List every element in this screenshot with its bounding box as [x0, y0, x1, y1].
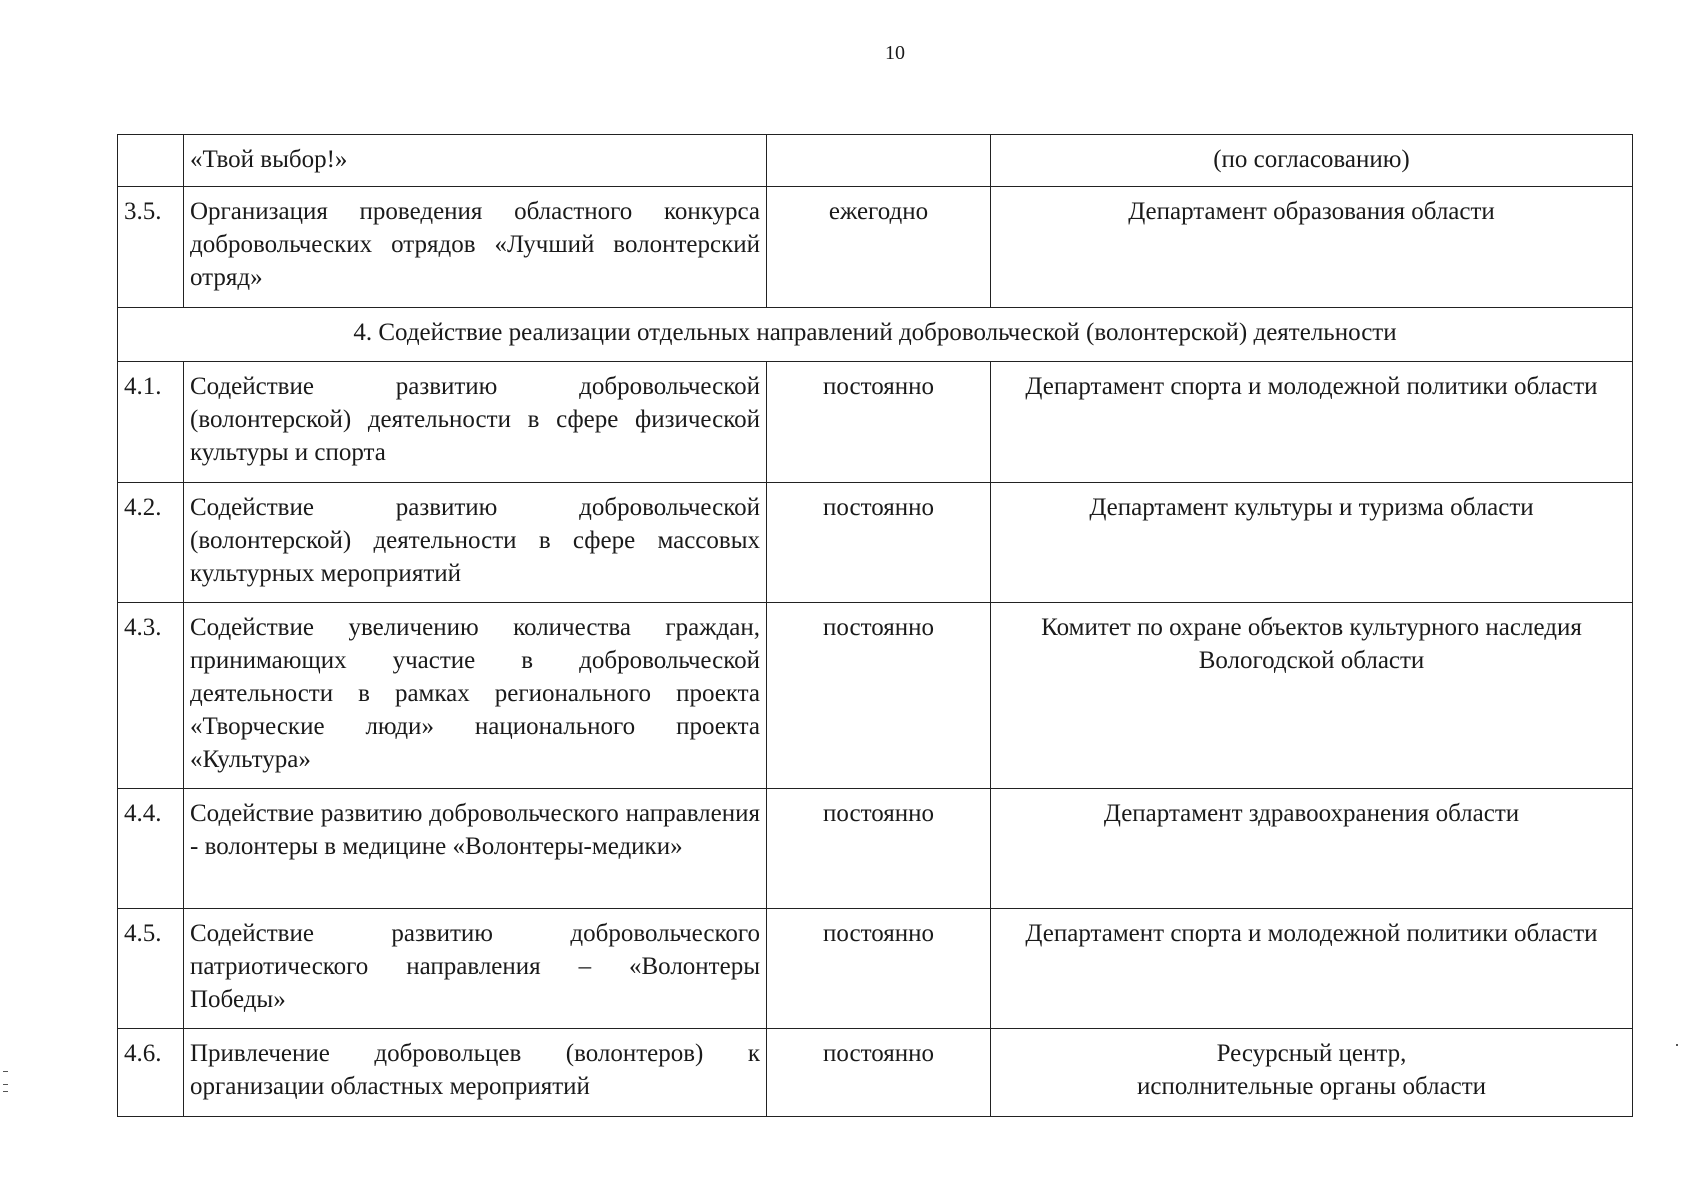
row-activity: Содействие развитию добровольческого направления - волонтеры в медицине «Волонтеры-медики»: [184, 789, 767, 909]
section-heading-row: [118, 308, 1633, 362]
row-activity: Привлечение добровольцев (волонтеров) к организации областных мероприятий: [184, 1029, 767, 1117]
table-row: [118, 362, 1633, 483]
table-row: [118, 1029, 1633, 1117]
row-activity: Содействие развитию добровольческого патриотического направления – «Волонтеры Победы»: [184, 909, 767, 1029]
executor-line: Ресурсный центр,: [1216, 1040, 1407, 1067]
row-number: 4.4.: [118, 789, 184, 909]
row-executor: Департамент культуры и туризма области: [991, 483, 1633, 603]
row-executor: (по согласованию): [991, 135, 1633, 187]
row-term: ежегодно: [767, 187, 991, 308]
scan-artifact: [3, 1084, 8, 1085]
row-activity: Содействие развитию добровольческой (волонтерской) деятельности в сфере физической культуры и спорта: [184, 362, 767, 483]
row-activity: Организация проведения областного конкурса добровольческих отрядов «Лучший волонтерский отряд»: [184, 187, 767, 308]
table-row: [118, 187, 1633, 308]
row-executor: Департамент спорта и молодежной политики области: [991, 362, 1633, 483]
row-number: 4.6.: [118, 1029, 184, 1117]
row-number: 4.3.: [118, 603, 184, 789]
row-term: постоянно: [767, 789, 991, 909]
row-term: постоянно: [767, 362, 991, 483]
row-term: постоянно: [767, 483, 991, 603]
row-executor: Департамент образования области: [991, 187, 1633, 308]
row-number: 4.5.: [118, 909, 184, 1029]
table-row: [118, 603, 1633, 789]
row-activity: «Твой выбор!»: [184, 135, 767, 187]
scan-artifact: [1676, 1044, 1678, 1046]
row-number: 3.5.: [118, 187, 184, 308]
table-row: [118, 789, 1633, 909]
row-executor: Департамент здравоохранения области: [991, 789, 1633, 909]
row-executor: [991, 1029, 1633, 1117]
row-activity: Содействие увеличению количества граждан, принимающих участие в добровольческой деятельности в рамках регионального проекта «Творческие люди» национального проекта «Культура»: [184, 603, 767, 789]
row-activity: Содействие развитию добровольческой (волонтерской) деятельности в сфере массовых культурных мероприятий: [184, 483, 767, 603]
row-term: постоянно: [767, 909, 991, 1029]
table-row: [118, 909, 1633, 1029]
row-number: 4.2.: [118, 483, 184, 603]
scan-artifact: [3, 1071, 8, 1072]
page-number: 10: [885, 42, 905, 64]
executor-line: исполнительные органы области: [1136, 1073, 1487, 1100]
table-row: [118, 483, 1633, 603]
row-term: [767, 135, 991, 187]
row-executor: Департамент спорта и молодежной политики области: [991, 909, 1633, 1029]
table-row-continued: [118, 135, 1633, 187]
row-term: постоянно: [767, 1029, 991, 1117]
section-heading: 4. Содействие реализации отдельных направлений добровольческой (волонтерской) деятельности: [118, 308, 1633, 362]
row-number: 4.1.: [118, 362, 184, 483]
row-number: [118, 135, 184, 187]
action-plan-table: [117, 134, 1633, 1117]
scan-artifact: [3, 1091, 8, 1092]
row-term: постоянно: [767, 603, 991, 789]
row-executor: Комитет по охране объектов культурного наследия Вологодской области: [991, 603, 1633, 789]
